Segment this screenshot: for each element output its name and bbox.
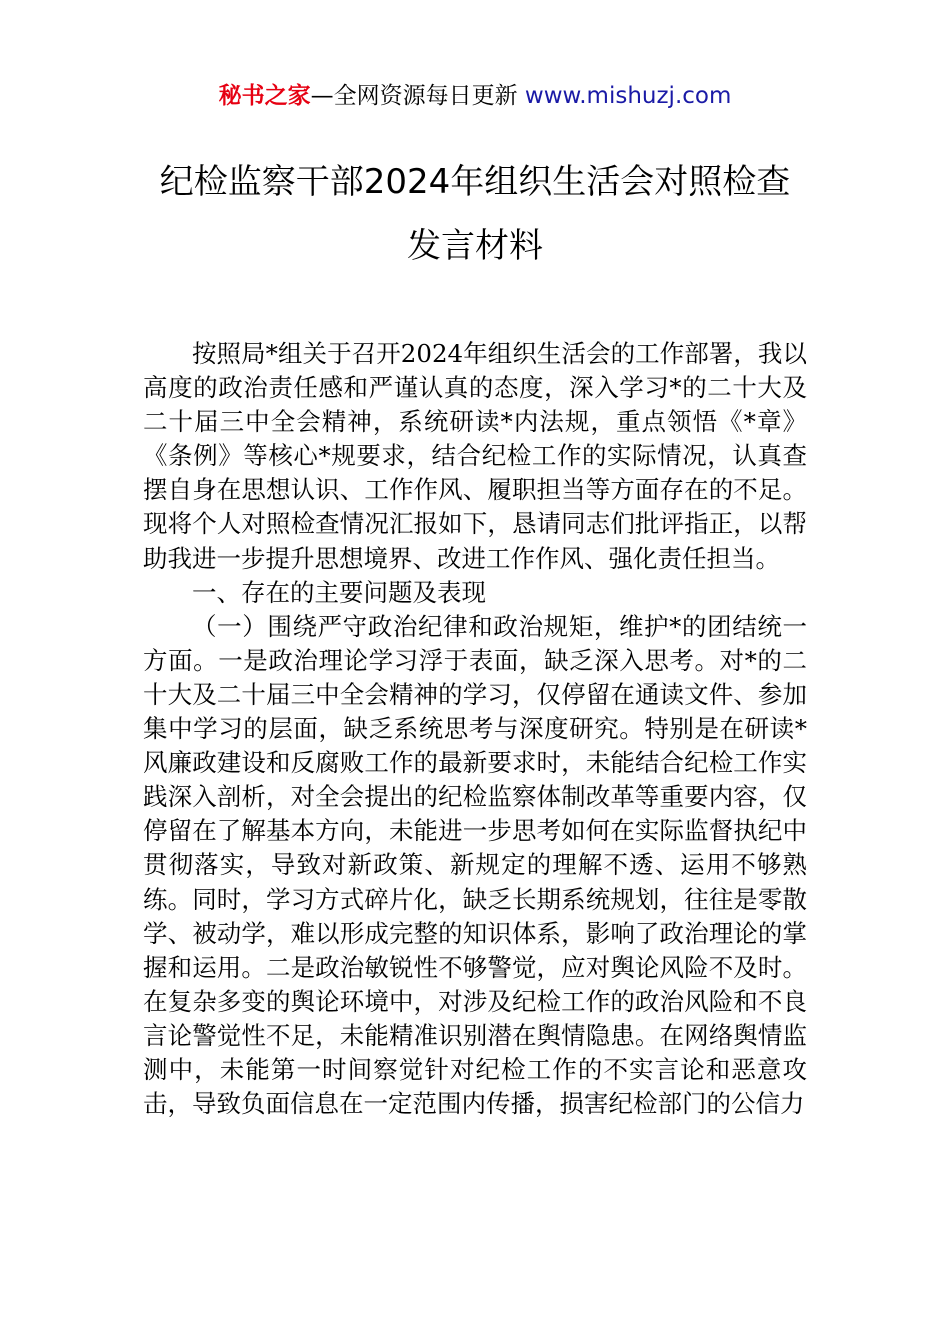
document-title <box>100 150 850 278</box>
site-header <box>0 80 950 112</box>
document-title-line-2: 发言材料 <box>407 226 543 266</box>
site-brand: 秘书之家 <box>218 83 311 109</box>
document-title-line-1: 纪检监察干部2024年组织生活会对照检查 <box>159 162 791 202</box>
intro-paragraph: 按照局*组关于召开2024年组织生活会的工作部署，我以高度的政治责任感和严谨认真的态度，深入学习*的二十大及二十届三中全会精神，系统研读*内法规，重点领悟《*章》《条例》等核心*规要求，结合纪检工作的实际情况，认真查摆自身在思想认识、工作作风、履职担当等方面存在的不足。现将个人对照检查情况汇报如下，恳请同志们批评指正，以帮助我进一步提升思想境界、改进工作作风、强化责任担当。 <box>143 339 807 573</box>
site-url-link[interactable]: www.mishuzj.com <box>524 83 732 109</box>
section-heading: 一、存在的主要问题及表现 <box>192 577 486 607</box>
document-body <box>143 337 807 1121</box>
site-tagline: —全网资源每日更新 <box>310 83 525 109</box>
body-paragraph: （一）围绕严守政治纪律和政治规矩，维护*的团结统一方面。一是政治理论学习浮于表面，缺乏深入思考。对*的二十大及二十届三中全会精神的学习，仅停留在通读文件、参加集中学习的层面，缺乏系统思考与深度研究。特别是在研读*风廉政建设和反腐败工作的最新要求时，未能结合纪检工作实践深入剖析，对全会提出的纪检监察体制改革等重要内容，仅停留在了解基本方向，未能进一步思考如何在实际监督执纪中贯彻落实，导致对新政策、新规定的理解不透、运用不够熟练。同时，学习方式碎片化，缺乏长期系统规划，往往是零散学、被动学，难以形成完整的知识体系，影响了政治理论的掌握和运用。二是政治敏锐性不够警觉，应对舆论风险不及时。在复杂多变的舆论环境中，对涉及纪检工作的政治风险和不良言论警觉性不足，未能精准识别潜在舆情隐患。在网络舆情监测中，未能第一时间察觉针对纪检工作的不实言论和恶意攻击，导致负面信息在一定范围内传播，损害纪检部门的公信力 <box>143 611 807 1119</box>
